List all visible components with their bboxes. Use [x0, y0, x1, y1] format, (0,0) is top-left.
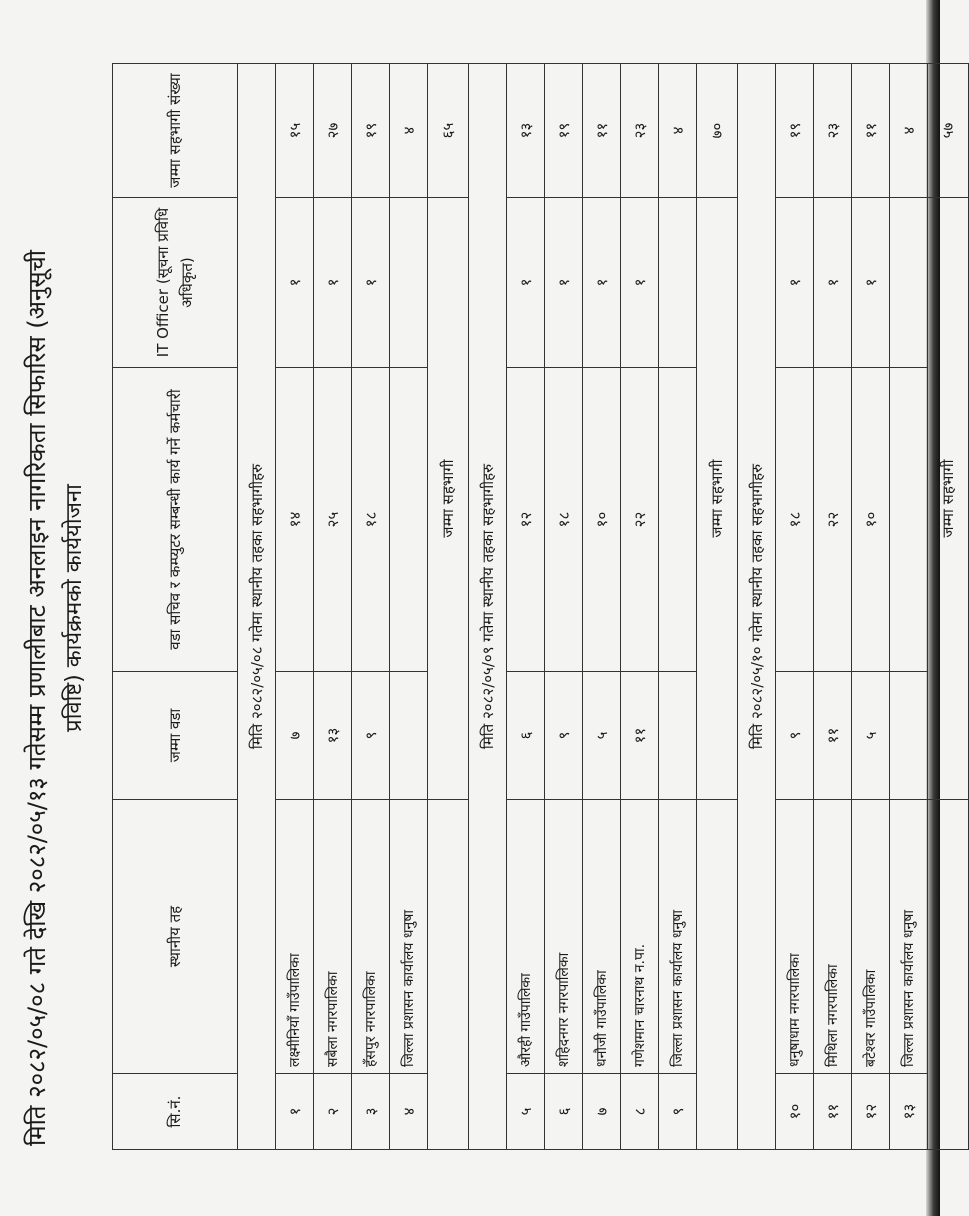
section-date-label: मिति २०८२/०५/०८ गतेमा स्थानीय तहका सहभागीहरु: [238, 64, 276, 1150]
total-value: ६५: [428, 64, 469, 198]
cell-local-level: मिथिला नगरपालिका: [814, 800, 852, 1074]
cell-it-officer: १: [852, 198, 890, 368]
cell-total-wards: १३: [314, 672, 352, 800]
cell-ward-secretary: [659, 368, 697, 672]
cell-sn: २: [314, 1074, 352, 1150]
cell-it-officer: १: [583, 198, 621, 368]
cell-sn: ३: [352, 1074, 390, 1150]
header-it-officer: IT Officer (सूचना प्रविधि अधिकृत): [113, 198, 238, 368]
cell-ward-secretary: २२: [621, 368, 659, 672]
table-row: [583, 64, 621, 1150]
cell-total-participants: ४: [659, 64, 697, 198]
cell-sn: ४: [390, 1074, 428, 1150]
cell-sn: ११: [814, 1074, 852, 1150]
cell-it-officer: १: [352, 198, 390, 368]
cell-total-participants: ४: [390, 64, 428, 198]
cell-it-officer: १: [507, 198, 545, 368]
cell-total-participants: १९: [776, 64, 814, 198]
table-row: [890, 64, 928, 1150]
total-blank-cell: [928, 800, 969, 1150]
table-row: [776, 64, 814, 1150]
cell-total-wards: ९: [545, 672, 583, 800]
total-blank-cell: [428, 800, 469, 1150]
cell-it-officer: १: [276, 198, 314, 368]
cell-sn: ५: [507, 1074, 545, 1150]
section-total-row: [428, 64, 469, 1150]
table-row: [507, 64, 545, 1150]
cell-ward-secretary: १८: [776, 368, 814, 672]
section-header-row: [238, 64, 276, 1150]
cell-local-level: हँसपुर नगरपालिका: [352, 800, 390, 1074]
cell-total-wards: ६: [507, 672, 545, 800]
cell-it-officer: १: [545, 198, 583, 368]
table-row: [276, 64, 314, 1150]
section-header-row: [469, 64, 507, 1150]
cell-total-wards: ११: [621, 672, 659, 800]
cell-sn: ६: [545, 1074, 583, 1150]
total-label: जम्मा सहभागी: [928, 198, 969, 800]
cell-total-participants: ११: [852, 64, 890, 198]
cell-local-level: धनुषाधाम नगरपालिका: [776, 800, 814, 1074]
cell-local-level: बटेश्वर गाउँपालिका: [852, 800, 890, 1074]
total-value: ७०: [697, 64, 738, 198]
cell-total-wards: ७: [276, 672, 314, 800]
cell-it-officer: १: [621, 198, 659, 368]
total-label: जम्मा सहभागी: [428, 198, 469, 800]
cell-total-participants: ४: [890, 64, 928, 198]
table-row: [621, 64, 659, 1150]
table-row: [314, 64, 352, 1150]
table-row: [545, 64, 583, 1150]
header-local-level: स्थानीय तह: [113, 800, 238, 1074]
cell-it-officer: [390, 198, 428, 368]
header-total-participants: जम्मा सहभागी संख्या: [113, 64, 238, 198]
cell-total-wards: ९: [352, 672, 390, 800]
cell-ward-secretary: [390, 368, 428, 672]
cell-ward-secretary: २५: [314, 368, 352, 672]
table-row: [659, 64, 697, 1150]
cell-ward-secretary: १०: [852, 368, 890, 672]
section-total-row: [697, 64, 738, 1150]
cell-total-wards: ५: [583, 672, 621, 800]
participants-table: [112, 63, 969, 1150]
section-header-row: [738, 64, 776, 1150]
cell-local-level: सबैला नगरपालिका: [314, 800, 352, 1074]
cell-ward-secretary: १२: [507, 368, 545, 672]
cell-total-wards: [659, 672, 697, 800]
cell-sn: १: [276, 1074, 314, 1150]
header-total-wards: जम्मा वडा: [113, 672, 238, 800]
total-blank-cell: [697, 800, 738, 1150]
cell-ward-secretary: [890, 368, 928, 672]
cell-total-participants: २३: [814, 64, 852, 198]
cell-total-participants: १९: [545, 64, 583, 198]
cell-sn: ८: [621, 1074, 659, 1150]
cell-it-officer: १: [776, 198, 814, 368]
cell-sn: ९: [659, 1074, 697, 1150]
cell-it-officer: १: [314, 198, 352, 368]
table-row: [390, 64, 428, 1150]
table-body: [238, 64, 969, 1150]
cell-ward-secretary: १०: [583, 368, 621, 672]
cell-it-officer: [659, 198, 697, 368]
section-total-row: [928, 64, 969, 1150]
cell-local-level: जिल्ला प्रशासन कार्यालय धनुषा: [890, 800, 928, 1074]
cell-total-participants: २७: [314, 64, 352, 198]
cell-sn: १२: [852, 1074, 890, 1150]
cell-total-wards: ५: [852, 672, 890, 800]
cell-local-level: औरही गाउँपालिका: [507, 800, 545, 1074]
document-title: मिति २०८२/०५/०८ गते देखि २०८२/०५/१३ गतेसम्म प्रणालीबाट अनलाइन नागरिकता सिफारिस (अनुसूची: [23, 249, 51, 1146]
cell-total-participants: ११: [583, 64, 621, 198]
cell-total-participants: १३: [507, 64, 545, 198]
cell-local-level: धनौजी गाउँपालिका: [583, 800, 621, 1074]
cell-total-wards: ९: [776, 672, 814, 800]
cell-ward-secretary: १८: [545, 368, 583, 672]
table-row: [814, 64, 852, 1150]
table-row: [852, 64, 890, 1150]
cell-sn: १३: [890, 1074, 928, 1150]
total-value: ५७: [928, 64, 969, 198]
cell-ward-secretary: १८: [352, 368, 390, 672]
cell-local-level: जिल्ला प्रशासन कार्यालय धनुषा: [390, 800, 428, 1074]
cell-total-participants: १९: [352, 64, 390, 198]
section-date-label: मिति २०८२/०५/१० गतेमा स्थानीय तहका सहभागीहरु: [738, 64, 776, 1150]
cell-sn: १०: [776, 1074, 814, 1150]
header-ward-secretary: वडा सचिव र कम्प्युटर सम्बन्धी कार्य गर्ने कर्मचारी: [113, 368, 238, 672]
cell-total-wards: [390, 672, 428, 800]
cell-sn: ७: [583, 1074, 621, 1150]
cell-total-participants: १५: [276, 64, 314, 198]
cell-total-wards: ११: [814, 672, 852, 800]
cell-ward-secretary: २२: [814, 368, 852, 672]
cell-it-officer: १: [814, 198, 852, 368]
cell-local-level: गणेशमान चारनाथ न.पा.: [621, 800, 659, 1074]
cell-total-wards: [890, 672, 928, 800]
total-label: जम्मा सहभागी: [697, 198, 738, 800]
header-row: [113, 64, 238, 1150]
header-sn: सि.नं.: [113, 1074, 238, 1150]
section-date-label: मिति २०८२/०५/०९ गतेमा स्थानीय तहका सहभागीहरु: [469, 64, 507, 1150]
cell-ward-secretary: १४: [276, 368, 314, 672]
table-row: [352, 64, 390, 1150]
cell-local-level: जिल्ला प्रशासन कार्यालय धनुषा: [659, 800, 697, 1074]
cell-it-officer: [890, 198, 928, 368]
document-subtitle: प्रविष्टि) कार्यक्रमको कार्ययोजना: [62, 484, 87, 732]
cell-local-level: लक्ष्मीनियाँ गाउँपालिका: [276, 800, 314, 1074]
cell-total-participants: २३: [621, 64, 659, 198]
cell-local-level: शहिदनगर नगरपालिका: [545, 800, 583, 1074]
